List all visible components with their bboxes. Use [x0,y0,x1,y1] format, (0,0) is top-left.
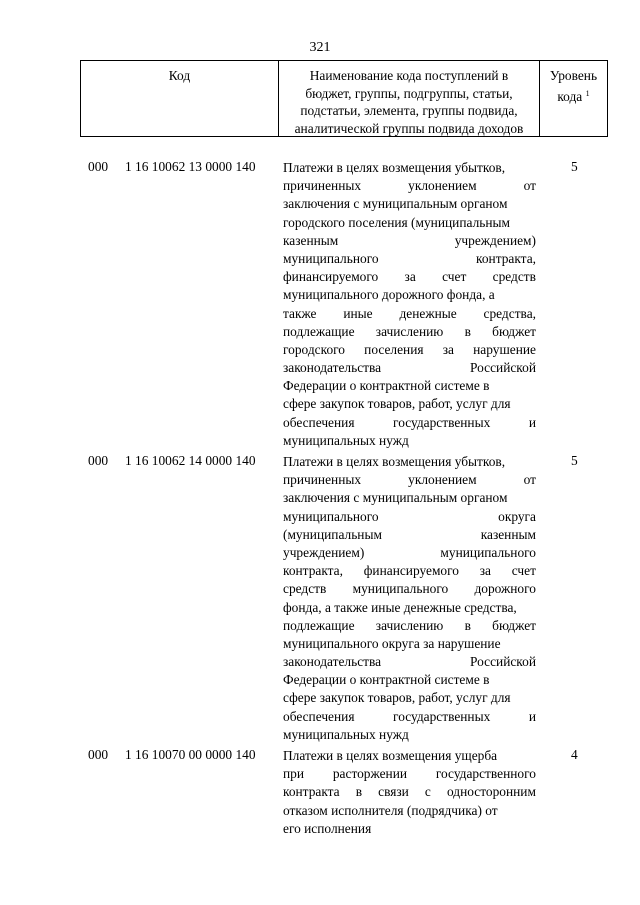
description-line [283,268,536,286]
description-word: финансируемого [363,563,459,579]
description-word: счет [442,269,467,285]
description-word: расторжении [332,766,408,782]
description-word: государственных [393,414,491,430]
description-word: Федерации о контрактной системе в [283,672,490,688]
description-word: законодательства [283,360,382,376]
description-word: зачислению [375,323,444,339]
description-word: иные [343,305,373,321]
description-word: муниципальных нужд [283,726,409,742]
header-level-line [540,85,607,106]
description-line [283,765,536,783]
description-line [283,508,536,526]
description-word: Платежи в целях возмещения ущерба [283,748,498,763]
description-line [283,802,536,820]
header-name-line: Наименование кода поступлений в [309,68,509,83]
description-word: бюджет [492,617,536,633]
description-line [283,783,536,801]
description-word: казенным [480,526,536,542]
description-word: учреждением) [454,232,536,248]
description-word: за [442,341,454,357]
description-line [283,526,536,544]
row-income-code: 1 16 10062 14 0000 140 [125,453,256,468]
description-word: с [424,784,431,800]
header-name-line: подстатьи, элемента, группы подвида, [300,103,518,118]
description-word: при [283,766,305,782]
description-word: муниципального [283,250,379,266]
description-word: в [464,617,471,633]
description-word: дорожного [474,581,536,597]
row-description [283,747,536,838]
description-line [283,359,536,377]
description-word: средств [283,581,327,597]
description-line [283,544,536,562]
description-word: муниципального [440,544,536,560]
description-line [283,250,536,268]
description-word: государственных [393,708,491,724]
description-line [283,453,536,471]
header-level-line: Уровень [549,68,598,83]
description-line [283,471,536,489]
description-word: односторонним [446,784,536,800]
description-word: подлежащие [283,323,355,339]
description-word: Платежи в целях возмещения убытков, [283,454,506,469]
description-word: муниципального [283,508,379,524]
description-word: учреждением) [283,544,365,560]
description-line [283,653,536,671]
description-word: уклонением [408,472,477,488]
description-line [283,177,536,195]
description-line [283,489,536,507]
header-level [540,61,607,136]
description-line [283,820,536,838]
description-line [283,414,536,432]
row-income-code: 1 16 10062 13 0000 140 [125,159,256,174]
description-word: от [523,472,536,488]
description-line [283,689,536,707]
description-word: уклонением [408,178,477,194]
description-word: в [355,784,363,800]
description-word: в [464,323,471,339]
description-line [283,232,536,250]
description-line [283,726,536,744]
footnote-mark: 1 [585,88,590,98]
description-word: бюджет [492,323,536,339]
description-line [283,599,536,617]
description-word: муниципального [352,581,449,597]
description-word: отказом исполнителя (подрядчика) от [283,802,498,818]
description-word: также [283,305,317,321]
description-line [283,562,536,580]
page-number: 321 [309,40,331,55]
description-word: поселения [364,341,424,357]
description-line [283,323,536,341]
description-word: и [528,414,536,430]
row-description [283,159,536,450]
description-word: законодательства [283,654,382,670]
description-word: средства, [483,305,536,321]
description-word: городского [283,341,345,357]
description-word: счет [511,563,536,579]
description-word: муниципального округа за нарушение [283,635,501,651]
description-word: нарушение [473,341,536,357]
row-admin-code: 000 [88,747,109,762]
description-word: контракта, [476,250,536,266]
description-word: контракта [283,784,340,800]
description-word: и [528,708,536,724]
description-word: причиненных [283,472,362,488]
description-word: Российской [470,360,536,376]
description-line [283,432,536,450]
description-word: за [404,269,416,285]
description-word: финансируемого [283,269,379,285]
description-word: муниципального дорожного фонда, а [283,287,495,303]
description-word: от [523,178,536,194]
description-word: Российской [470,654,536,670]
description-word: Федерации о контрактной системе в [283,378,490,394]
description-line [283,617,536,635]
description-word: Платежи в целях возмещения убытков, [283,160,506,175]
description-word: обеспечения [283,414,355,430]
description-line [283,395,536,413]
description-word: муниципальных нужд [283,432,409,448]
description-word: фонда, а также иные денежные средства, [283,599,517,615]
description-word: государственного [435,766,536,782]
description-line [283,708,536,726]
table-header [80,60,608,137]
description-word: городского поселения (муниципальным [283,214,510,230]
description-word: связи [378,784,409,800]
description-word: округа [498,508,536,524]
description-word: денежные [399,305,457,321]
description-line [283,214,536,232]
description-word: заключения с муниципальным органом [283,490,508,506]
description-word: контракта, [283,563,343,579]
description-line [283,195,536,213]
description-word: его исполнения [283,820,372,836]
row-description [283,453,536,744]
description-line [283,580,536,598]
row-admin-code: 000 [88,453,109,468]
description-word: сфере закупок товаров, работ, услуг для [283,396,511,412]
row-level: 4 [571,747,578,762]
description-line [283,159,536,177]
description-word: казенным [283,232,339,248]
description-word: за [479,563,491,579]
description-word: средств [492,269,536,285]
description-line [283,635,536,653]
row-income-code: 1 16 10070 00 0000 140 [125,747,256,762]
description-line [283,377,536,395]
description-word: заключения с муниципальным органом [283,196,508,212]
description-word: обеспечения [283,708,355,724]
description-word: сфере закупок товаров, работ, услуг для [283,690,511,706]
description-word: зачислению [375,617,444,633]
row-admin-code: 000 [88,159,109,174]
description-line [283,341,536,359]
header-name-line: аналитической группы подвида доходов [294,120,524,136]
header-name-line: бюджет, группы, подгруппы, статьи, [305,85,513,101]
description-line [283,671,536,689]
row-level: 5 [571,159,578,174]
header-code: Код [81,61,279,136]
description-word: (муниципальным [283,526,382,542]
description-word: причиненных [283,178,362,194]
description-word: подлежащие [283,617,355,633]
header-name [279,61,540,136]
description-line [283,747,536,765]
description-line [283,305,536,323]
row-level: 5 [571,453,578,468]
description-line [283,286,536,304]
header-level-word: кода [557,88,583,104]
